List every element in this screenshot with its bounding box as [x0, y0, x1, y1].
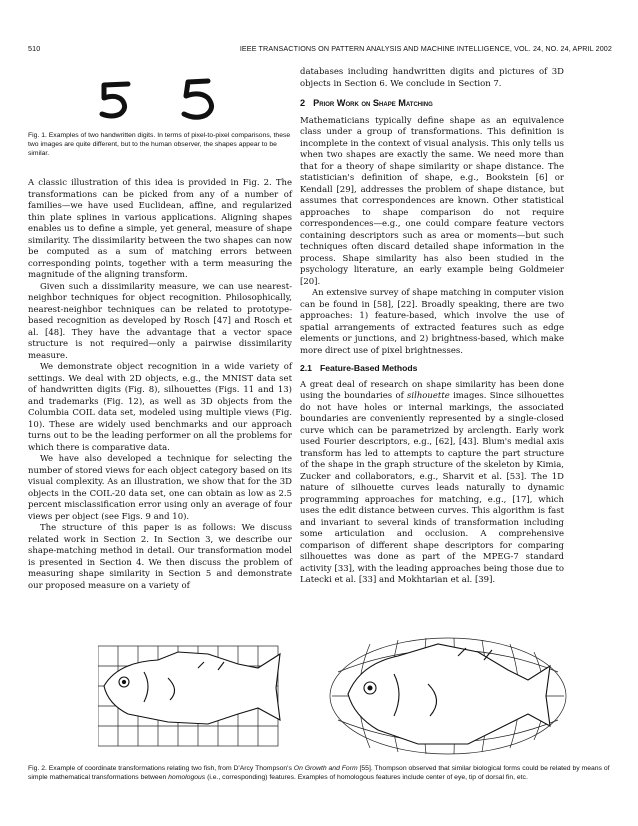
- subsection-number: 2.1: [300, 363, 312, 373]
- fig2-caption: [28, 764, 612, 782]
- subsection-title: Feature-Based Methods: [319, 363, 418, 373]
- section-2-title: Prior Work on Shape Matching: [313, 98, 433, 108]
- fig1-caption: Fig. 1. Examples of two handwritten digits. In terms of pixel-to-pixel comparisons, these two images are quite different, but to the human observer, the shapes appear to be similar.: [28, 132, 291, 157]
- section-2-heading: [300, 98, 564, 110]
- fig2-caption-b: [55]. Thompson observed that similar biological forms could be related by means of simple mathematical transformations between: [28, 765, 610, 781]
- section-2-number: 2: [300, 98, 306, 108]
- right-column: [300, 67, 564, 587]
- p3-emphasis: silhouette: [407, 391, 450, 401]
- fig2-caption-homologous: homologous: [168, 774, 206, 781]
- fig2-caption-c: (i.e., corresponding) features. Examples of homologous features include center of eye, tip of dorsal fin, etc.: [205, 774, 528, 781]
- fish-left: [104, 652, 280, 724]
- left-paragraph-1: A classic illustration of this idea is provided in Fig. 2. The transformations can be picked from any of a number of families—we have used Euclidean, affine, and regularized thin plate splines in various applications. Aligning shapes enables us to define a simple, yet general, measure of shape similarity. The dissimilarity between the two shapes can now be computed as a sum of matching errors between corresponding points, together with a term measuring the magnitude of the aligning transform.: [28, 178, 292, 280]
- left-paragraph-4: We have also developed a technique for selecting the number of stored views for each object category based on its visual complexity. As an illustration, we show that for the 3D objects in the COIL-20 data set, one can obtain as low as 2.5 percent misclassification error using only an average of four views per object (see Figs. 9 and 10).: [28, 454, 292, 522]
- running-header: [28, 44, 612, 56]
- left-paragraph-3: We demonstrate object recognition in a wide variety of settings. We deal with 2D objects, e.g., the MNIST data set of handwritten digits (Fig. 8), silhouettes (Figs. 11 and 13) and trademarks (Fig. 12), as well as 3D objects from the Columbia COIL data set, modeled using multiple views (Fig. 10). These are widely used benchmarks and our approach turns out to be the leading performer on all the problems for which there is comparative data.: [28, 362, 292, 453]
- page-number: 510: [28, 44, 41, 53]
- subsection-2-1-heading: [300, 363, 564, 375]
- fig1-handwritten-digits: [96, 76, 226, 122]
- fig2-caption-a: Fig. 2. Example of coordinate transformations relating two fish, from D'Arcy Thompson's: [28, 765, 294, 772]
- left-column: [28, 131, 292, 592]
- right-paragraph-2: An extensive survey of shape matching in computer vision can be found in [58], [22]. Broadly speaking, there are two approaches: 1) feature-based, which involve the use of spatial arrangements of extracted features such as edge elements or junctions, and 2) brightness-based, which make more direct use of pixel brightnesses.: [300, 288, 564, 356]
- fig2-caption-book-title: On Growth and Form: [293, 765, 358, 772]
- journal-running-title: IEEE TRANSACTIONS ON PATTERN ANALYSIS AND MACHINE INTELLIGENCE, VOL. 24, NO. 24, APRIL 2002: [239, 44, 612, 53]
- p3-text-b: images. Since silhouettes do not have holes or internal markings, the associated boundaries are conveniently represented by a single-closed curve which can be parametrized by arclength. Early work used Fourier descriptors, e.g., [62], [43]. Blum's medial axis transform has led to attempts to capture the part structure of the shape in the graph structure of the skeleton by Kimia, Zucker and collaborators, e.g., Sharvit et al. [53]. The 1D nature of silhouette curves leads naturally to dynamic programming approaches for matching, e.g., [17], which uses the edit distance between curves. This algorithm is fast and invariant to several kinds of transformation including some articulation and occlusion. A comprehensive comparison of different shape descriptors for comparing silhouettes was done as part of the MPEG-7 standard activity [33], with the leading approaches being those due to Latecki et al. [33] and Mokhtarian et al. [39].: [300, 391, 564, 585]
- right-continuation: databases including handwritten digits and pictures of 3D objects in Section 6. We conclude in Section 7.: [300, 67, 564, 89]
- left-paragraph-5: The structure of this paper is as follows: We discuss related work in Section 2. In Section 3, we describe our shape-matching method in detail. Our transformation model is presented in Section 4. We then discuss the problem of measuring shape similarity in Section 5 and demonstrate our proposed measure on a variety of: [28, 523, 292, 591]
- fig2-fish-transformation: [98, 628, 568, 758]
- right-paragraph-3: [300, 380, 564, 587]
- p3-text-a: A great deal of research on shape similarity has been done using the boundaries of: [300, 379, 564, 401]
- right-paragraph-1: Mathematicians typically define shape as an equivalence class under a group of transformations. This definition is incomplete in the context of visual analysis. This only tells us when two shapes are exactly the same. We need more than that for a theory of shape similarity or shape distance. The statistician's definition of shape, e.g., Bookstein [6] or Kendall [29], addresses the problem of shape distance, but assumes that correspondences are known. Other statistical approaches to shape comparison do not require correspondences—e.g., one could compare feature vectors containing descriptors such as area or moments—but such techniques often discard detailed shape information in the process. Shape similarity has also been studied in the psychology literature, an early example being Goldmeier [20].: [300, 115, 565, 287]
- digit-five-right: [184, 81, 212, 117]
- left-paragraph-2: Given such a dissimilarity measure, we can use nearest-neighbor techniques for object recognition. Philosophically, nearest-neighbor techniques can be related to prototype-based recognition as developed by Rosch [47] and Rosch et al. [48]. They have the advantage that a vector space structure is not required—only a pairwise dissimilarity measure.: [28, 281, 292, 361]
- digit-five-left: [102, 84, 128, 116]
